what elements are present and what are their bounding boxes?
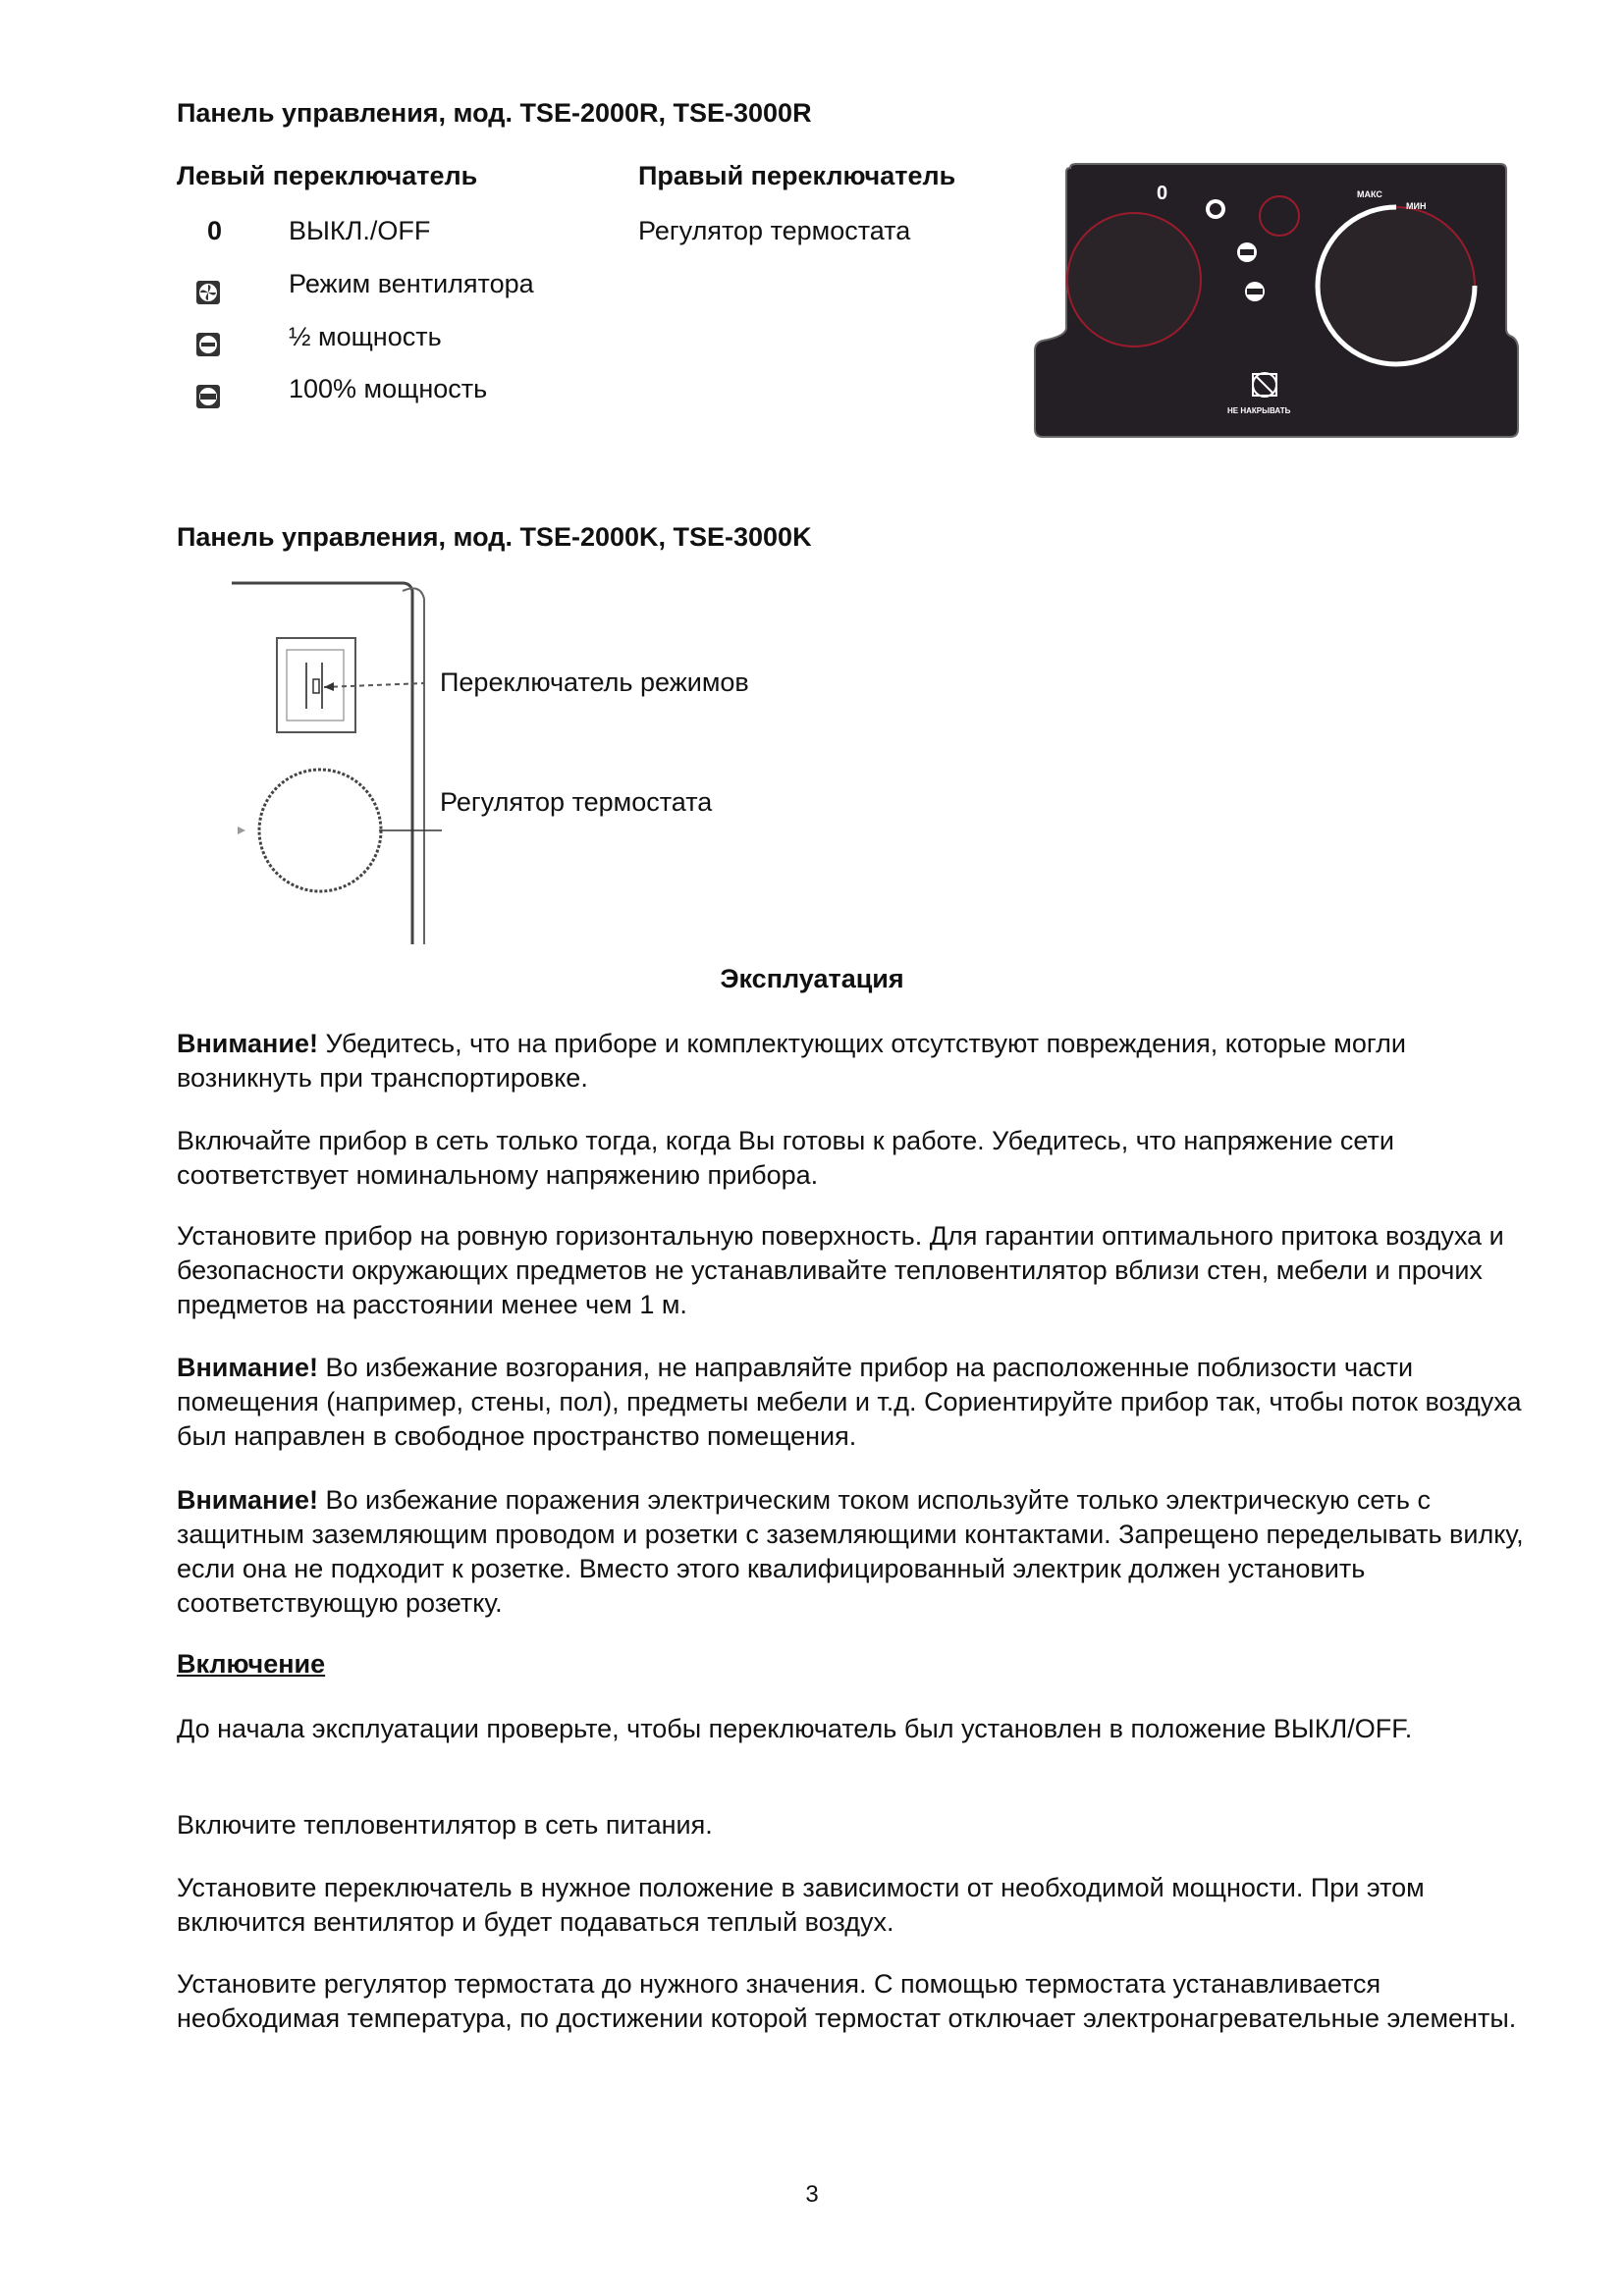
full-power-icon bbox=[195, 384, 221, 409]
mode-off-label: ВЫКЛ./OFF bbox=[289, 216, 431, 245]
mode-full-label: 100% мощность bbox=[289, 374, 488, 403]
operation-paragraph-4: Внимание! Во избежание возгорания, не направляйте прибор на расположенные поблизости части помещения (например, стены, пол), предметы мебели и т.д. Сориентируйте прибор так, чтобы поток воздуха был направлен в свободное пространство помещения. bbox=[177, 1353, 1522, 1451]
thermostat-desc: Регулятор термостата bbox=[638, 216, 911, 245]
half-power-icon bbox=[195, 332, 221, 357]
control-panel-k bbox=[228, 579, 446, 950]
fan-icon bbox=[195, 280, 221, 305]
operation-paragraph-5: Внимание! Во избежание поражения электрическим током используйте только электрическую сеть с защитным заземляющим проводом и розетки с заземляющими контактами. Запрещено переделывать вилку, если она не подходит к розетке. Вместо этого квалифицированный электрик должен установить соответствующую розетку. bbox=[177, 1485, 1524, 1618]
warning-label: Внимание! bbox=[177, 1353, 318, 1382]
warning-label: Внимание! bbox=[177, 1029, 318, 1058]
control-panel-r bbox=[1031, 162, 1522, 439]
operation-paragraph-3: Установите прибор на ровную горизонтальную поверхность. Для гарантии оптимального притока воздуха и безопасности окружающих предметов не устанавливайте тепловентилятор вблизи стен, мебели и прочих предметов на расстоянии менее чем 1 м. bbox=[177, 1221, 1504, 1319]
label-mode-switch: Переключатель режимов bbox=[440, 667, 749, 697]
off-symbol: 0 bbox=[207, 216, 223, 245]
panel-warning-text: НЕ НАКРЫВАТЬ bbox=[1227, 406, 1291, 415]
switching-on-paragraph-3: Установите переключатель в нужное положение в зависимости от необходимой мощности. При этом включится вентилятор и будет подаваться теплый воздух. bbox=[177, 1873, 1425, 1937]
section1-title: Панель управления, мод. TSE-2000R, TSE-3000R bbox=[177, 98, 812, 128]
page-number: 3 bbox=[805, 2181, 819, 2208]
switching-on-title: Включение bbox=[177, 1649, 326, 1679]
switching-on-paragraph-1: До начала эксплуатации проверьте, чтобы переключатель был установлен в положение ВЫКЛ/OFF. bbox=[177, 1714, 1413, 1743]
operation-title: Эксплуатация bbox=[720, 964, 904, 993]
mode-fan-label: Режим вентилятора bbox=[289, 269, 534, 298]
panel-max-mark: МАКС bbox=[1357, 189, 1382, 199]
section2-title: Панель управления, мод. TSE-2000K, TSE-3000K bbox=[177, 522, 812, 552]
switching-on-paragraph-2: Включите тепловентилятор в сеть питания. bbox=[177, 1810, 713, 1840]
operation-paragraph-2: Включайте прибор в сеть только тогда, когда Вы готовы к работе. Убедитесь, что напряжение сети соответствует номинальному напряжению прибора. bbox=[177, 1126, 1394, 1190]
right-switch-header: Правый переключатель bbox=[638, 161, 956, 190]
panel-min-mark: МИН bbox=[1406, 201, 1427, 211]
panel-zero-mark: 0 bbox=[1157, 183, 1168, 204]
left-switch-header: Левый переключатель bbox=[177, 161, 478, 190]
label-thermostat: Регулятор термостата bbox=[440, 787, 713, 817]
operation-paragraph-1: Внимание! Убедитесь, что на приборе и комплектующих отсутствуют повреждения, которые могли возникнуть при транспортировке. bbox=[177, 1029, 1406, 1093]
mode-half-label: ½ мощность bbox=[289, 322, 442, 351]
switching-on-paragraph-4: Установите регулятор термостата до нужного значения. С помощью термостата устанавливается необходимая температура, по достижении которой термостат отключает электронагревательные элементы. bbox=[177, 1969, 1517, 2033]
warning-label: Внимание! bbox=[177, 1485, 318, 1515]
